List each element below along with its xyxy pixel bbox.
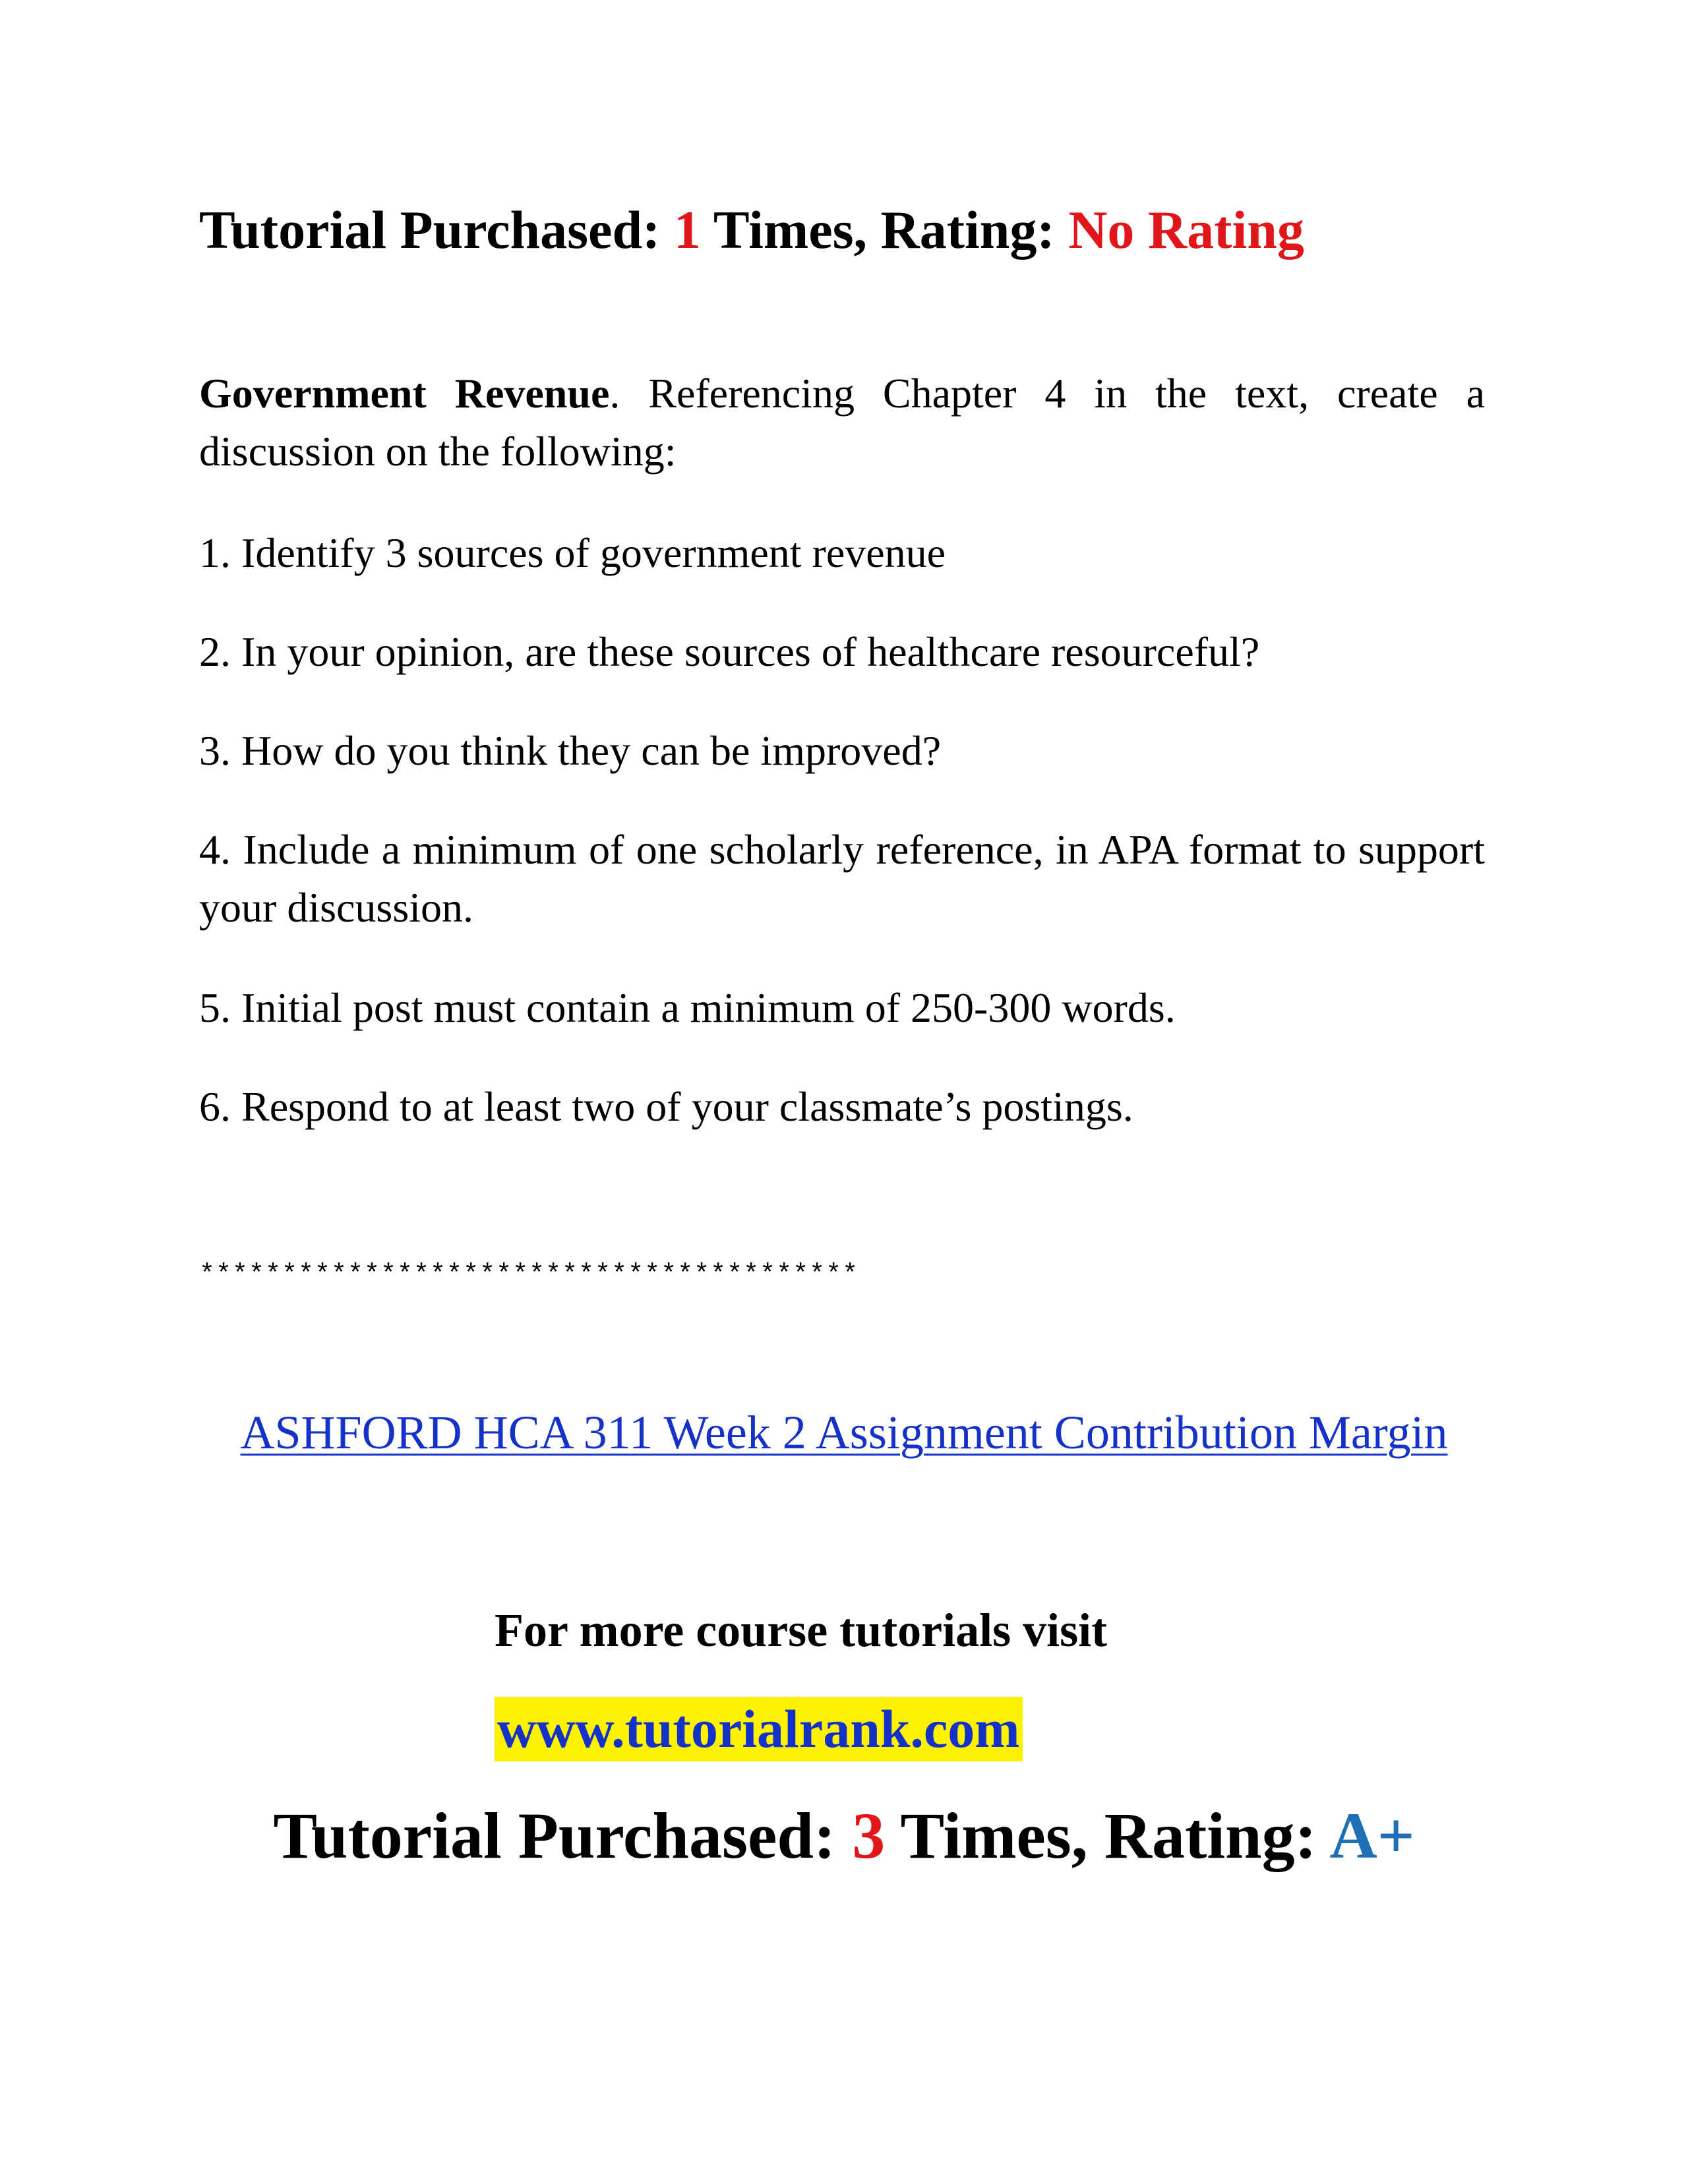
rating-value: A+ [1329,1799,1415,1872]
intro-paragraph [199,365,1485,481]
purchase-summary-bottom [0,1796,1688,1875]
separator: **************************************** [199,1260,859,1290]
purchased-count: 1 [673,200,701,260]
times-rating-label: Times, Rating: [700,200,1069,260]
website-highlight [495,1697,1023,1761]
intro-title: Government Revenue [199,370,610,417]
rating-value: No Rating [1068,200,1304,260]
list-item: 2. In your opinion, are these sources of healthcare resourceful? [199,628,1260,675]
purchase-summary-top [199,198,1304,262]
list-item: 4. Include a minimum of one scholarly reference, in APA format to support your discussion. [199,826,1485,931]
times-rating-label: Times, Rating: [885,1799,1330,1872]
list-item: 6. Respond to at least two of your classmate’s postings. [199,1083,1133,1130]
next-tutorial-link-container [0,1404,1688,1461]
list-item: 3. How do you think they can be improved? [199,727,942,774]
next-tutorial-link[interactable]: ASHFORD HCA 311 Week 2 Assignment Contribution Margin [240,1406,1448,1459]
purchased-count: 3 [852,1799,886,1872]
more-tutorials-text: For more course tutorials visit [495,1604,1108,1657]
purchased-label: Tutorial Purchased: [199,200,674,260]
intro-text: . Referencing Chapter 4 in the text, create a discussion on the following: [199,370,1486,475]
purchased-label: Tutorial Purchased: [273,1799,853,1872]
website-link[interactable]: www.tutorialrank.com [497,1699,1020,1759]
list-item: 1. Identify 3 sources of government revenue [199,529,946,576]
list-item: 5. Initial post must contain a minimum of 250-300 words. [199,984,1176,1031]
